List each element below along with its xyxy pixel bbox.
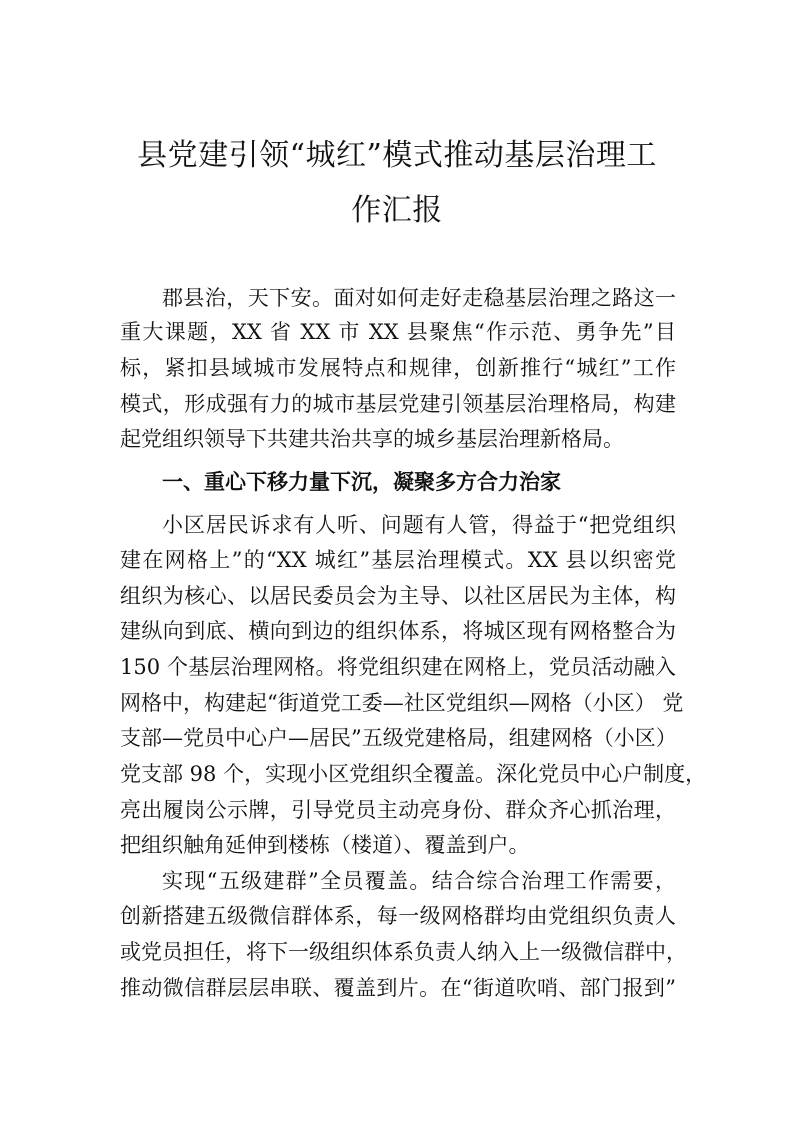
section-heading: 一、重心下移力量下沉，凝聚多方合力治家	[162, 470, 561, 494]
intro-line: 起党组织领导下共建共治共享的城乡基层治理新格局。	[120, 427, 624, 451]
body-line: 150 个基层治理网格。将党组织建在网格上，党员活动融入	[120, 655, 676, 679]
body-line: 建纵向到底、横向到边的组织体系，将城区现有网格整合为	[120, 619, 676, 643]
intro-line: 郡县治，天下安。面对如何走好走稳基层治理之路这一	[162, 286, 676, 310]
body-line: 网格中，构建起“街道党工委—社区党组织—网格（小区） 党	[120, 691, 684, 715]
intro-line: 模式，形成强有力的城市基层党建引领基层治理格局，构建	[120, 392, 676, 416]
document-title-line-1: 县党建引领“城红”模式推动基层治理工	[137, 138, 657, 173]
body-line: 小区居民诉求有人听、问题有人管，得益于“把党组织	[162, 513, 676, 537]
body-line: 把组织触角延伸到楼栋（楼道）、覆盖到户。	[120, 833, 530, 857]
body-line: 党支部 98 个，实现小区党组织全覆盖。深化党员中心户制度，	[120, 762, 707, 786]
body-line: 支部—党员中心户—居民”五级党建格局，组建网格（小区）	[120, 726, 677, 750]
body-line: 推动微信群层层串联、覆盖到片。在“街道吹哨、部门报到”	[120, 976, 676, 1000]
body-line: 建在网格上”的“XX 城红”基层治理模式。XX 县以织密党	[120, 548, 676, 572]
body-line: 实现“五级建群”全员覆盖。结合综合治理工作需要，	[162, 869, 676, 893]
body-line: 或党员担任，将下一级组织体系负责人纳入上一级微信群中，	[120, 940, 687, 964]
body-line: 创新搭建五级微信群体系，每一级网格群均由党组织负责人	[120, 904, 676, 928]
intro-line: 重大课题，XX 省 XX 市 XX 县聚焦“作示范、勇争先”目	[120, 320, 676, 344]
document-title-line-2: 作汇报	[351, 193, 443, 228]
intro-line: 标，紧扣县域城市发展特点和规律，创新推行“城红”工作	[120, 356, 676, 380]
body-line: 亮出履岗公示牌，引导党员主动亮身份、群众齐心抓治理，	[120, 798, 676, 822]
body-line: 组织为核心、以居民委员会为主导、以社区居民为主体，构	[120, 584, 676, 608]
